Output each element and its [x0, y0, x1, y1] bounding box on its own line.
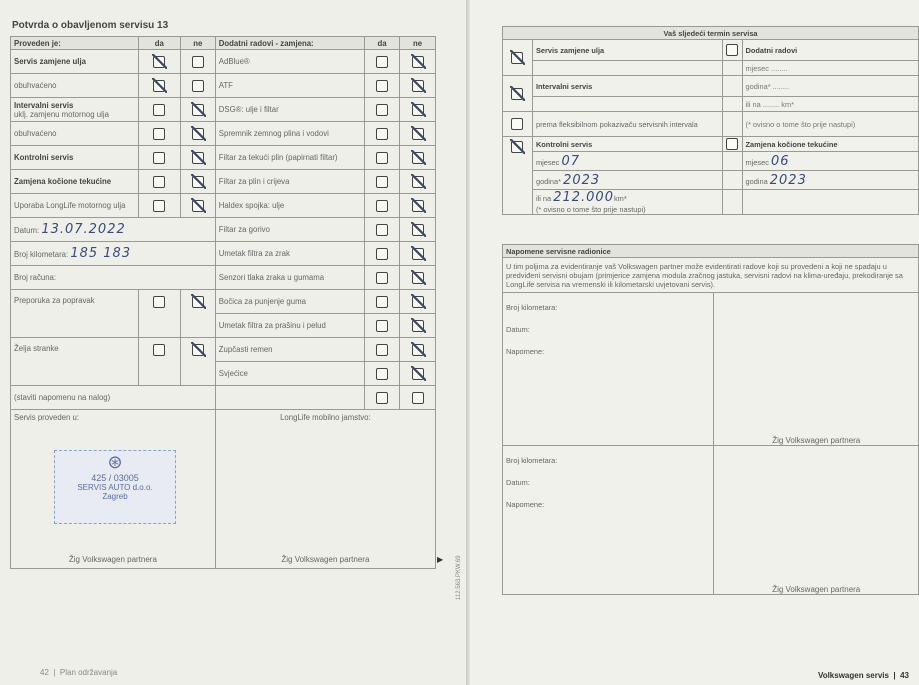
- checkbox-no[interactable]: [192, 104, 204, 116]
- checkbox-no[interactable]: [412, 296, 424, 308]
- checkbox-no[interactable]: [412, 368, 424, 380]
- checkbox-extra[interactable]: [726, 44, 738, 56]
- checkbox-no[interactable]: [412, 320, 424, 332]
- checkbox-yes[interactable]: [376, 104, 388, 116]
- notes-table: Napomene servisne radionice U tim poljima za evidentiranje vaš Volkswagen partner može evidentirati radove koji su provedeni a koji ne spadaju u predviđeni servisni obujam (primjerice zamjena modula zračnog jastuka, servisni radovi na klima-uređaju, prekodiranje sa LongLife servisa na vremenski ili kilometarski uvjetovani servis). Broj kilometara: Datum: Napomene: Žig Volkswagen partnera Broj kilometara: Datum: Napomene: Žig Volkswagen partnera: [502, 244, 919, 595]
- checkbox-yes[interactable]: [376, 176, 388, 188]
- checkbox-yes[interactable]: [376, 248, 388, 260]
- checkbox-yes[interactable]: [376, 344, 388, 356]
- brake-month-handwritten: 06: [770, 153, 790, 169]
- header-performed: Proveden je:: [11, 37, 139, 50]
- year-handwritten: 2023: [563, 172, 601, 188]
- checkbox-yes[interactable]: [376, 56, 388, 68]
- checkbox-no[interactable]: [412, 176, 424, 188]
- header-extra: Dodatni radovi - zamjena:: [215, 37, 364, 50]
- checkbox-yes[interactable]: [153, 80, 165, 92]
- checkbox-no[interactable]: [192, 56, 204, 68]
- vertical-code: 112.563.PKW.69: [456, 555, 462, 600]
- arrow-right-icon: ▶: [437, 555, 444, 564]
- checkbox-no[interactable]: [412, 80, 424, 92]
- checkbox-no[interactable]: [192, 152, 204, 164]
- checkbox-no[interactable]: [412, 344, 424, 356]
- month-handwritten: 07: [561, 153, 580, 169]
- checkbox-yes[interactable]: [153, 128, 165, 140]
- checkbox-yes[interactable]: [153, 296, 165, 308]
- checkbox-no[interactable]: [412, 152, 424, 164]
- checkbox-no[interactable]: [192, 80, 204, 92]
- checkbox-yes[interactable]: [153, 152, 165, 164]
- date-handwritten: 13.07.2022: [41, 222, 126, 237]
- checkbox-no[interactable]: [412, 104, 424, 116]
- checkbox-brake[interactable]: [726, 138, 738, 150]
- footer-left: 42 | Plan održavanja: [40, 668, 118, 677]
- checkbox-no[interactable]: [192, 176, 204, 188]
- checkbox-yes[interactable]: [153, 344, 165, 356]
- dealer-stamp: ⊛ 425 / 03005 SERVIS AUTO d.o.o. Zagreb: [54, 450, 176, 524]
- checkbox-no[interactable]: [412, 128, 424, 140]
- brake-year-handwritten: 2023: [769, 172, 807, 188]
- service-table: Proveden je: da ne Dodatni radovi - zamjena: da ne Servis zamjene ulja AdBlue® obuhvaćeno ATF Intervalni servis uklj. zamjenu motornog ulja DSG®: ulje i filtar obuhvaćeno Spremnik zemnog plina i vodovi Kontrolni servis Filtar za tekući plin (papirnati filtar) Zamjena kočione tekućine Filtar za plin i crijeva Uporaba LongLife motornog ulja Haldex spojka: ulje Datum: 13.07.2022 Filtar za gorivo Broj kilometara: 185 183 Umetak filtra za zrak Broj računa: Senzori tlaka zraka u gumama Preporuka za popravak Bočica za punjenje guma Umetak filtra za prašinu i pelud Želja stranke Zupčasti remen Svjećice (staviti napomenu na nalog) Servis proveden u: ⊛ 425 / 03005 SERVIS AUTO d.o.o. Zagreb Žig Volkswagen partnera LongLife mobilno jamstvo: Žig Volkswagen partnera: [10, 36, 436, 569]
- footer-right: Volkswagen servis | 43: [817, 671, 909, 680]
- checkbox-yes[interactable]: [376, 128, 388, 140]
- checkbox-no[interactable]: [412, 200, 424, 212]
- checkbox-yes[interactable]: [153, 104, 165, 116]
- checkbox-yes[interactable]: [153, 200, 165, 212]
- checkbox-yes[interactable]: [376, 224, 388, 236]
- checkbox-yes[interactable]: [376, 296, 388, 308]
- km-handwritten: 212.000: [553, 190, 614, 205]
- checkbox-no[interactable]: [412, 56, 424, 68]
- checkbox-flex[interactable]: [511, 118, 523, 130]
- checkbox-yes[interactable]: [376, 392, 388, 404]
- checkbox-oil[interactable]: [511, 52, 523, 64]
- checkbox-yes[interactable]: [153, 56, 165, 68]
- checkbox-no[interactable]: [412, 248, 424, 260]
- checkbox-yes[interactable]: [153, 176, 165, 188]
- page-title: Potvrda o obavljenom servisu 13: [12, 20, 169, 31]
- checkbox-no[interactable]: [412, 224, 424, 236]
- checkbox-no[interactable]: [192, 200, 204, 212]
- checkbox-no[interactable]: [192, 128, 204, 140]
- checkbox-control[interactable]: [511, 141, 523, 153]
- right-page: [470, 0, 919, 685]
- checkbox-yes[interactable]: [376, 272, 388, 284]
- next-service-table: Vaš sljedeći termin servisa Servis zamjene ulja Dodatni radovi mjesec ........ Intervalni servis godina* ........ ili na ........ km* prema fleksibilnom pokazivaču servisnih intervala (* ovisno o tome što prije nastupi) Kontrolni servis Zamjena kočione tekućine mjesec 07 mjesec 06 godina* 2023 godina 2023 ili na 212.000km* (* ovisno o tome što prije nastupi): [502, 26, 919, 215]
- checkbox-no[interactable]: [192, 344, 204, 356]
- km-handwritten: 185 183: [70, 246, 132, 261]
- checkbox-no[interactable]: [412, 272, 424, 284]
- checkbox-interval[interactable]: [511, 88, 523, 100]
- checkbox-no[interactable]: [192, 296, 204, 308]
- checkbox-yes[interactable]: [376, 200, 388, 212]
- checkbox-no[interactable]: [412, 392, 424, 404]
- checkbox-yes[interactable]: [376, 368, 388, 380]
- checkbox-yes[interactable]: [376, 152, 388, 164]
- vw-logo-icon: ⊛: [107, 452, 123, 472]
- checkbox-yes[interactable]: [376, 80, 388, 92]
- checkbox-yes[interactable]: [376, 320, 388, 332]
